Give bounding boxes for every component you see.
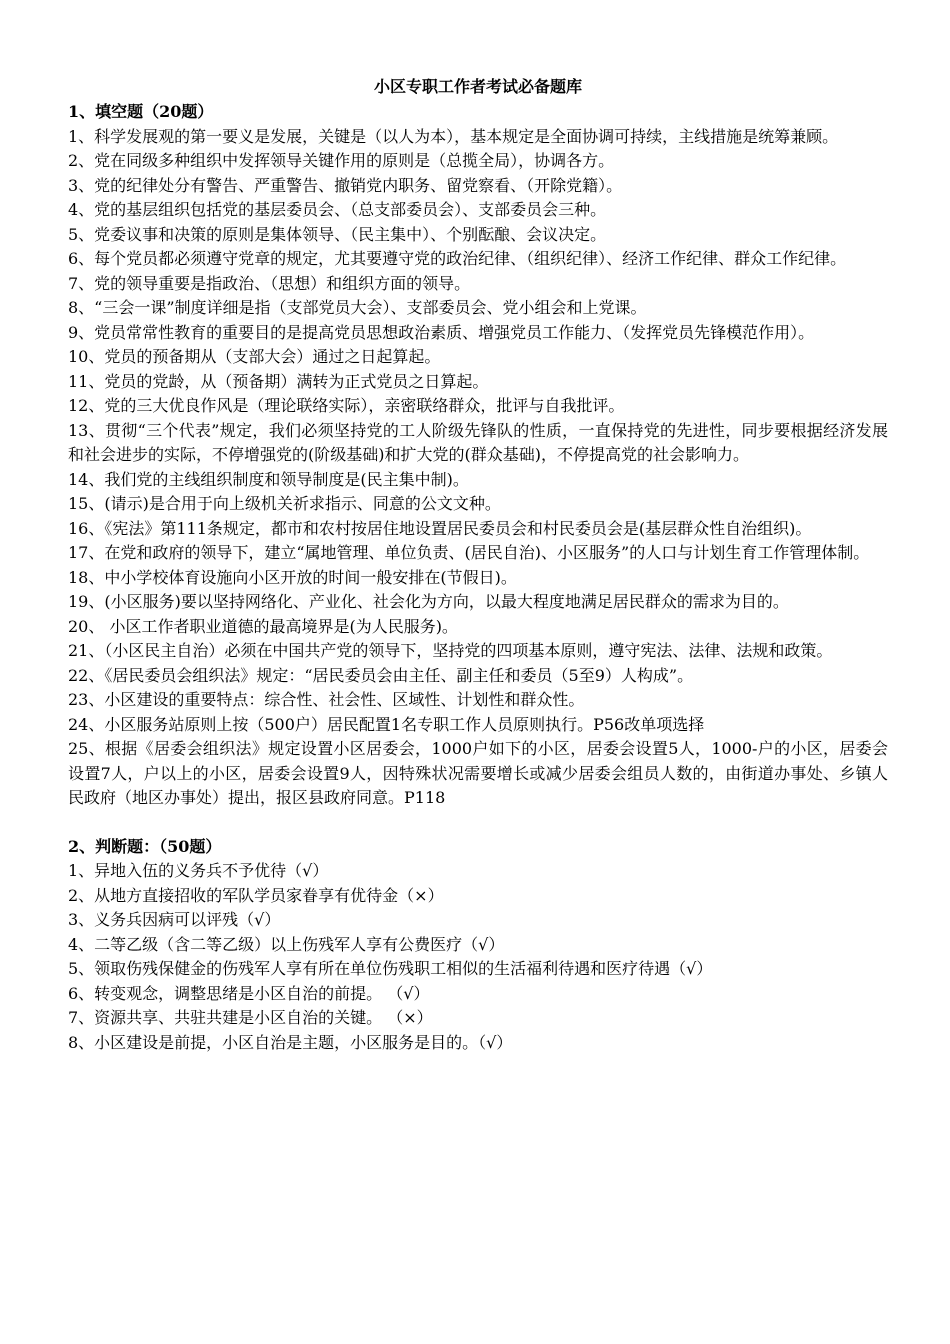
- section-heading-true-false: 2、判断题：（50题）: [68, 836, 222, 856]
- question-item: 2、从地方直接招收的军队学员家眷享有优待金（×）: [68, 885, 444, 905]
- question-item: 20、 小区工作者职业道德的最高境界是(为人民服务)。: [68, 616, 458, 636]
- question-item: 14、我们党的主线组织制度和领导制度是(民主集中制)。: [68, 469, 469, 489]
- question-item: 13、贯彻“三个代表”规定，我们必须坚持党的工人阶级先锋队的性质，一直保持党的先进性，同步要根据经济发展和社会进步的实际，不停增强党的(阶级基础)和扩大党的(群众基础)，不停提高党的社会影响力。: [68, 420, 888, 464]
- question-item: 8、小区建设是前提，小区自治是主题，小区服务是目的。（√）: [68, 1032, 513, 1052]
- section-spacer: [68, 811, 888, 835]
- question-item: 21、（小区民主自治）必须在中国共产党的领导下，坚持党的四项基本原则，遵守宪法、法律、法规和政策。: [68, 641, 833, 660]
- question-item: 3、义务兵因病可以评残（√）: [68, 910, 281, 929]
- question-item: 15、(请示)是合用于向上级机关祈求指示、同意的公文文种。: [68, 494, 501, 513]
- question-item: 10、党员的预备期从（支部大会）通过之日起算起。: [68, 347, 441, 366]
- question-item: 4、党的基层组织包括党的基层委员会、（总支部委员会）、支部委员会三种。: [68, 200, 607, 219]
- question-item: 2、党在同级多种组织中发挥领导关键作用的原则是（总揽全局），协调各方。: [68, 151, 615, 170]
- question-item: 16、《宪法》第111条规定，都市和农村按居住地设置居民委员会和村民委员会是(基层群众性自治组织)。: [68, 518, 812, 538]
- question-item: 1、异地入伍的义务兵不予优待（√）: [68, 861, 329, 880]
- question-item: 9、党员常常性教育的重要目的是提高党员思想政治素质、增强党员工作能力、（发挥党员先锋模范作用）。: [68, 322, 815, 342]
- true-false-question-list: [68, 859, 888, 1055]
- question-item: 18、中小学校体育设施向小区开放的时间一般安排在(节假日)。: [68, 567, 517, 587]
- fill-in-question-list: [68, 125, 888, 811]
- document-page: [68, 74, 888, 1055]
- section-heading-fill-in: 1、填空题（20题）: [68, 102, 214, 121]
- question-item: 7、资源共享、共驻共建是小区自治的关键。 （×）: [68, 1008, 433, 1027]
- question-item: 6、转变观念，调整思绪是小区自治的前提。 （√）: [68, 983, 430, 1003]
- question-item: 17、在党和政府的领导下，建立“属地管理、单位负责、(居民自治)、小区服务”的人口与计划生育工作管理体制。: [68, 543, 870, 562]
- question-item: 11、党员的党龄，从（预备期）满转为正式党员之日算起。: [68, 371, 489, 391]
- question-item: 19、(小区服务)要以坚持网络化、产业化、社会化为方向，以最大程度地满足居民群众的需求为目的。: [68, 592, 789, 611]
- question-item: 1、科学发展观的第一要义是发展，关键是（以人为本），基本规定是全面协调可持续，主线措施是统筹兼顾。: [68, 126, 839, 146]
- question-item: 12、党的三大优良作风是（理论联络实际），亲密联络群众，批评与自我批评。: [68, 396, 625, 415]
- question-item: 6、每个党员都必须遵守党章的规定，尤其要遵守党的政治纪律、（组织纪律）、经济工作纪律、群众工作纪律。: [68, 249, 847, 268]
- question-item: 25、根据《居委会组织法》规定设置小区居委会，1000户如下的小区，居委会设置5人，1000-户的小区，居委会设置7人，户以上的小区，居委会设置9人，因特殊状况需要增长或减少居委会组员人数的，由街道办事处、乡镇人民政府（地区办事处）提出，报区县政府同意。P118: [68, 739, 888, 807]
- question-item: 8、“三会一课”制度详细是指（支部党员大会）、支部委员会、党小组会和上党课。: [68, 298, 647, 317]
- question-item: 5、党委议事和决策的原则是集体领导、（民主集中）、个别酝酿、会议决定。: [68, 224, 607, 244]
- question-item: 5、领取伤残保健金的伤残军人享有所在单位伤残职工相似的生活福利待遇和医疗待遇（√）: [68, 959, 713, 978]
- question-item: 24、小区服务站原则上按（500户）居民配置1名专职工作人员原则执行。P56改单项选择: [68, 714, 705, 734]
- question-item: 7、党的领导重要是指政治、（思想）和组织方面的领导。: [68, 273, 471, 293]
- question-item: 4、二等乙级（含二等乙级）以上伤残军人享有公费医疗（√）: [68, 934, 505, 954]
- question-item: 22、《居民委员会组织法》规定：“居民委员会由主任、副主任和委员（5至9）人构成”。: [68, 665, 694, 685]
- question-item: 23、小区建设的重要特点：综合性、社会性、区域性、计划性和群众性。: [68, 690, 585, 709]
- question-item: 3、党的纪律处分有警告、严重警告、撤销党内职务、留党察看、（开除党籍）。: [68, 175, 623, 195]
- document-title: 小区专职工作者考试必备题库: [373, 77, 582, 96]
